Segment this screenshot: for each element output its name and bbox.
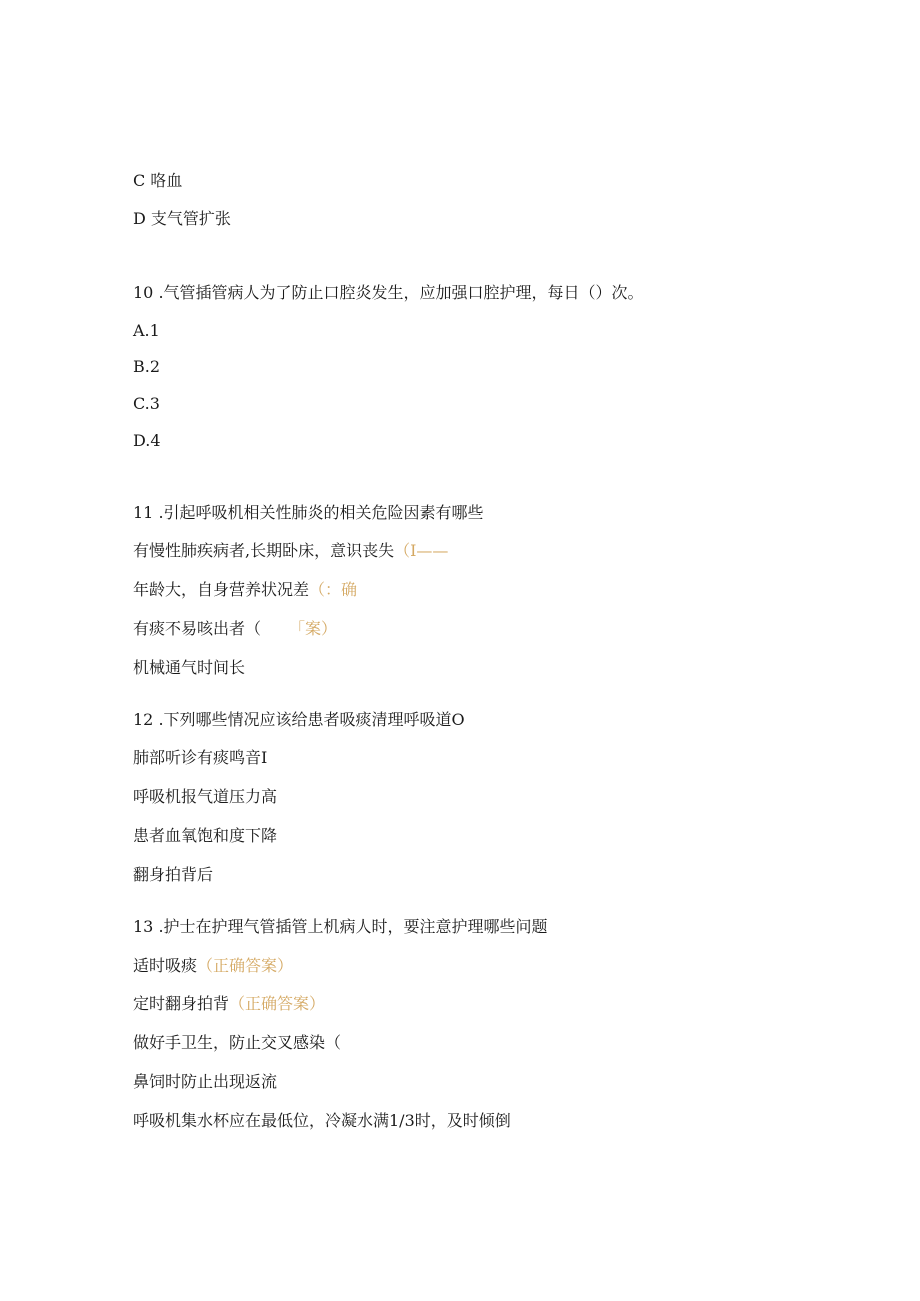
q13-option-2-text: 定时翻身拍背: [133, 994, 230, 1013]
q12-option-2: 呼吸机报气道压力高: [133, 787, 278, 806]
q11-option-4: [133, 658, 245, 678]
q12-option-3: 患者血氧饱和度下降: [133, 826, 278, 845]
q13-option-2: [133, 994, 325, 1014]
q11-option-4-text: 机械通气时间长: [133, 658, 246, 677]
q11-option-3-text: 有痰不易咳出者（: [133, 619, 262, 638]
q10-option-a: A.1: [133, 321, 160, 340]
q10-question: 10 .气管插管病人为了防止口腔炎发生，应加强口腔护理，每日（）次。: [133, 283, 644, 302]
q11-option-1-text: 有慢性肺疾病者,长期卧床，意识丧失: [133, 541, 395, 560]
q12-question: 12 .下列哪些情况应该给患者吸痰清理呼吸道O: [133, 710, 465, 729]
q11-option-3-mark: 「案）: [297, 619, 338, 638]
q13-option-3-text: 做好手卫生，防止交叉感染（: [133, 1033, 342, 1052]
q11-option-2: [133, 580, 357, 600]
q13-option-1-mark: （正确答案）: [197, 956, 294, 975]
q10-option-d: D.4: [133, 431, 161, 450]
q9-option-c: C 咯血: [133, 171, 183, 190]
q13-option-4: [133, 1072, 277, 1092]
q11-question: 11 .引起呼吸机相关性肺炎的相关危险因素有哪些: [133, 503, 484, 522]
q13-option-4-text: 鼻饲时防止出现返流: [133, 1072, 278, 1091]
q13-option-5-text: 呼吸机集水杯应在最低位，冷凝水满1/3时，及时倾倒: [133, 1111, 511, 1130]
q13-option-5: [133, 1111, 511, 1131]
q11-option-2-text: 年龄大，自身营养状况差: [133, 580, 310, 599]
q11-option-1: [133, 541, 448, 561]
q12-option-4: 翻身拍背后: [133, 865, 214, 884]
q10-option-b: B.2: [133, 357, 161, 376]
q11-option-2-mark: （：确: [309, 580, 358, 599]
q11-option-1-mark: （I——: [394, 541, 449, 560]
q10-option-c: C.3: [133, 394, 160, 413]
q13-option-1-text: 适时吸痰: [133, 956, 198, 975]
q13-option-3: [133, 1033, 341, 1053]
q11-option-3: [133, 619, 337, 639]
q13-question: 13 .护士在护理气管插管上机病人时，要注意护理哪些问题: [133, 917, 548, 936]
q13-option-2-mark: （正确答案）: [229, 994, 326, 1013]
q12-option-1: 肺部听诊有痰鸣音I: [133, 748, 268, 767]
q13-option-1: [133, 956, 293, 976]
q9-option-d: D 支气管扩张: [133, 209, 231, 228]
